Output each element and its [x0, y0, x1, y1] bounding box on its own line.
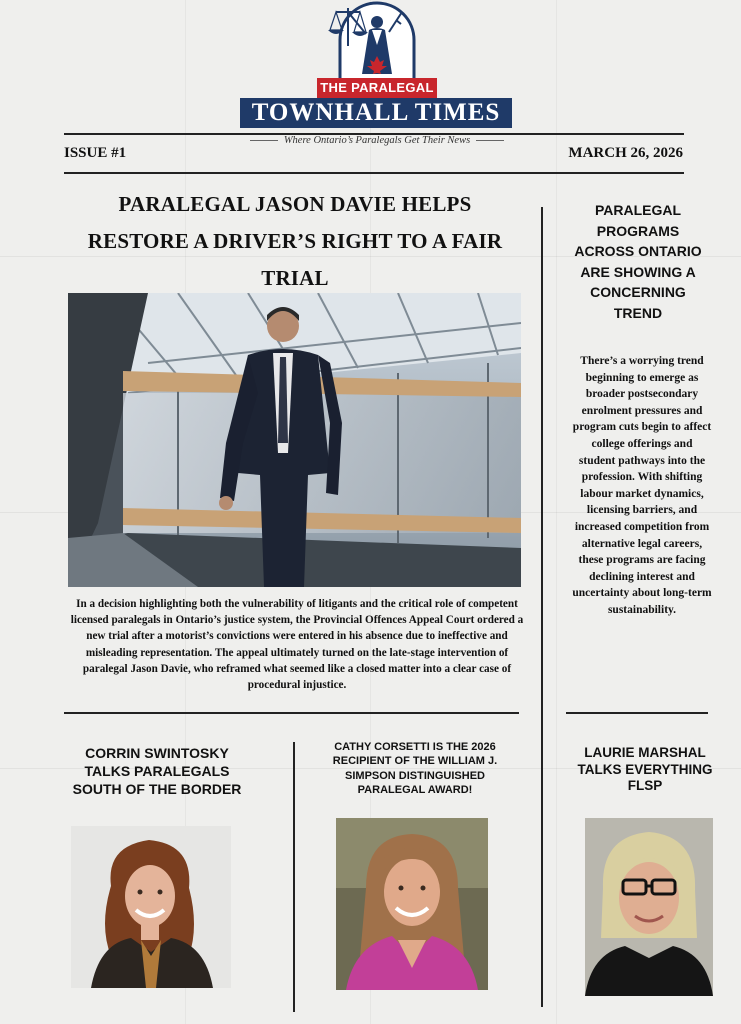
header-rule [64, 172, 684, 174]
feature-divider [293, 742, 295, 1012]
lead-body: In a decision highlighting both the vulnerability of litigants and the critical role of competent licensed paralegals in Ontario’s justice system, the Provincial Offences Appeal Court ordered a new trial after a motorist’s convictions were entered in his absence due to ineffective and misleading representation. The appeal ultimately turned on the late-stage intervention of paralegal Jason Davie, who reframed what seemed like a closed matter into a clear case of procedural injustice. [70, 598, 524, 692]
feature-title-marshal: LAURIE MARSHAL TALKS EVERYTHING FLSP [577, 745, 713, 793]
lead-bottom-rule [64, 712, 519, 714]
brand-top-banner: THE PARALEGAL [317, 78, 437, 98]
masthead-tagline: Where Ontario’s Paralegals Get Their News [238, 135, 516, 146]
sidebar-headline: PARALEGAL PROGRAMS ACROSS ONTARIO ARE SHOWING A CONCERNING TREND [574, 202, 702, 321]
lead-photo [68, 293, 521, 587]
feature-title-corsetti: CATHY CORSETTI IS THE 2026 RECIPIENT OF THE WILLIAM J. SIMPSON DISTINGUISHED PARALEGAL AWARD! [332, 741, 498, 797]
issue-date: MARCH 26, 2026 [568, 145, 683, 161]
sidebar-bottom-rule [566, 712, 708, 714]
portrait-corsetti [336, 818, 488, 990]
portrait-swintosky [71, 826, 231, 988]
issue-number: ISSUE #1 [64, 145, 127, 161]
portrait-marshal [585, 818, 713, 996]
feature-title-swintosky: CORRIN SWINTOSKY TALKS PARALEGALS SOUTH OF THE BORDER [72, 745, 242, 797]
lead-headline: PARALEGAL JASON DAVIE HELPS RESTORE A DRIVER’S RIGHT TO A FAIR TRIAL [87, 192, 503, 290]
top-rule [64, 133, 684, 135]
column-divider [541, 207, 543, 1007]
sidebar-body: There’s a worrying trend beginning to emerge as broader postsecondary enrolment pressures and program cuts begin to affect college offerings and student pathways into the profession. With shifting labour market dynamics, licensing barriers, and increased competition from alternative legal careers, these programs are facing declining interest and uncertainty about long-term sustainability. [572, 355, 712, 616]
brand-title-banner: TOWNHALL TIMES [240, 98, 512, 128]
